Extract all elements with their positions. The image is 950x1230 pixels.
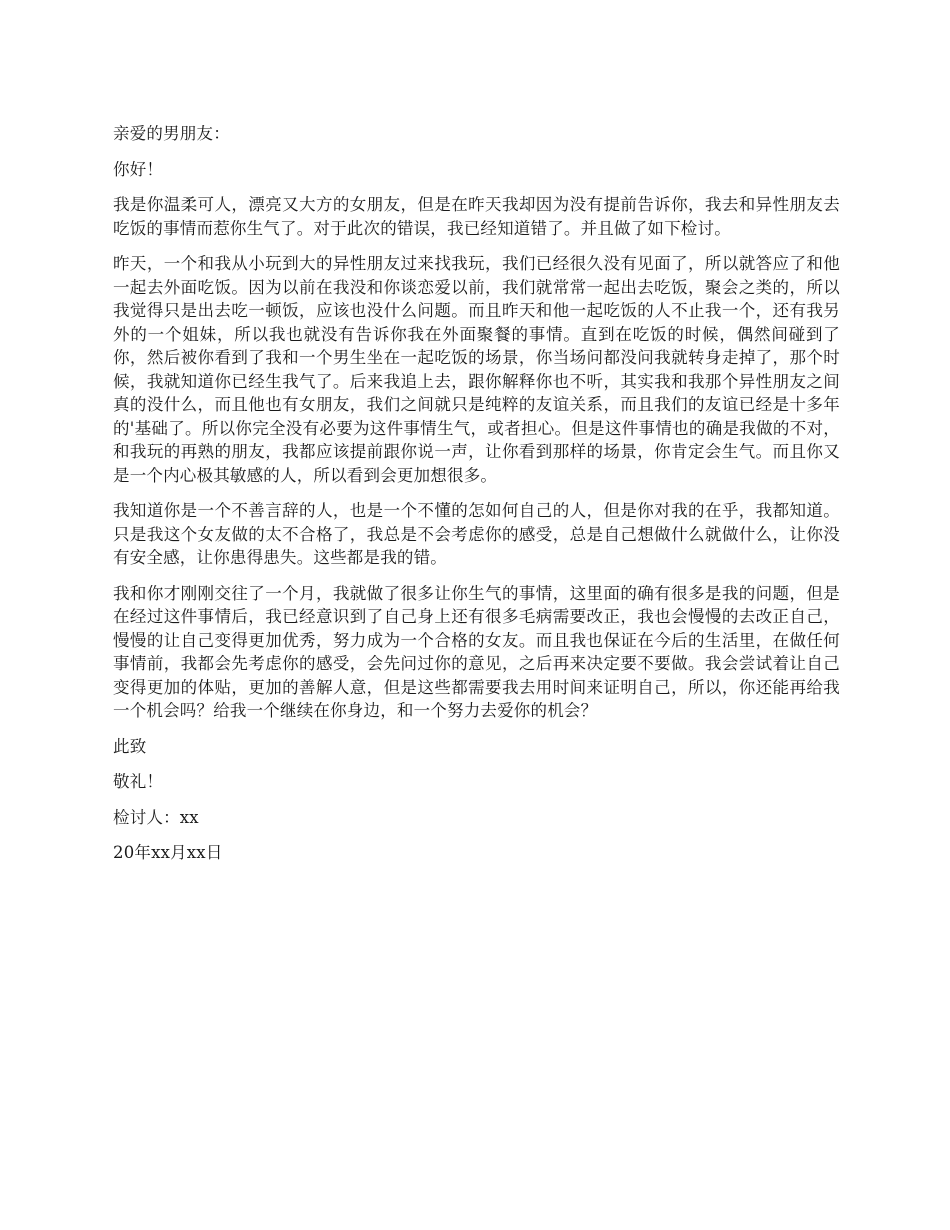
salutation: 亲爱的男朋友：	[113, 124, 230, 143]
letter-body	[113, 122, 840, 877]
paragraph-promise: 我和你才刚刚交往了一个月，我就做了很多让你生气的事情，这里面的确有很多是我的问题，但是在经过这件事情后，我已经意识到了自己身上还有很多毛病需要改正，我也会慢慢的去改正自己，慢慢的让自己变得更加优秀，努力成为一个合格的女友。而且我也保证在今后的生活里，在做任何事情前，我都会先考虑你的感受，会先问过你的意见，之后再来决定要不要做。我会尝试着让自己变得更加的体贴，更加的善解人意，但是这些都需要我去用时间来证明自己，所以，你还能再给我一个机会吗？给我一个继续在你身边，和一个努力去爱你的机会？	[113, 583, 840, 720]
paragraph-intro: 我是你温柔可人，漂亮又大方的女朋友，但是在昨天我却因为没有提前告诉你，我去和异性朋友去吃饭的事情而惹你生气了。对于此次的错误，我已经知道错了。并且做了如下检讨。	[113, 195, 840, 238]
paragraph-story: 昨天，一个和我从小玩到大的异性朋友过来找我玩，我们已经很久没有见面了，所以就答应了和他一起去外面吃饭。因为以前在我没和你谈恋爱以前，我们就常常一起出去吃饭，聚会之类的，所以我觉得只是出去吃一顿饭，应该也没什么问题。而且昨天和他一起吃饭的人不止我一个，还有我另外的一个姐妹，所以我也就没有告诉你我在外面聚餐的事情。直到在吃饭的时候，偶然间碰到了你，然后被你看到了我和一个男生坐在一起吃饭的场景，你当场问都没问我就转身走掉了，那个时候，我就知道你已经生我气了。后来我追上去，跟你解释你也不听，其实我和我那个异性朋友之间真的没什么，而且他也有女朋友，我们之间就只是纯粹的友谊关系，而且我们的友谊已经是十多年的'基础了。所以你完全没有必要为这件事情生气，或者担心。但是这件事情也的确是我做的不对，和我玩的再熟的朋友，我都应该提前跟你说一声，让你看到那样的场景，你肯定会生气。而且你又是一个内心极其敏感的人，所以看到会更加想很多。	[113, 254, 840, 485]
date: 20年xx月xx日	[113, 843, 223, 862]
closing-line-1: 此致	[113, 736, 147, 756]
closing-line-2: 敬礼！	[113, 772, 164, 791]
paragraph-reflection: 我知道你是一个不善言辞的人，也是一个不懂的怎如何自己的人，但是你对我的在乎，我都知道。只是我这个女友做的太不合格了，我总是不会考虑你的感受，总是自己想做什么就做什么，让你没有安全感，让你患得患失。这些都是我的错。	[113, 501, 840, 567]
signature: 检讨人：xx	[113, 807, 199, 827]
greeting: 你好！	[113, 159, 164, 179]
